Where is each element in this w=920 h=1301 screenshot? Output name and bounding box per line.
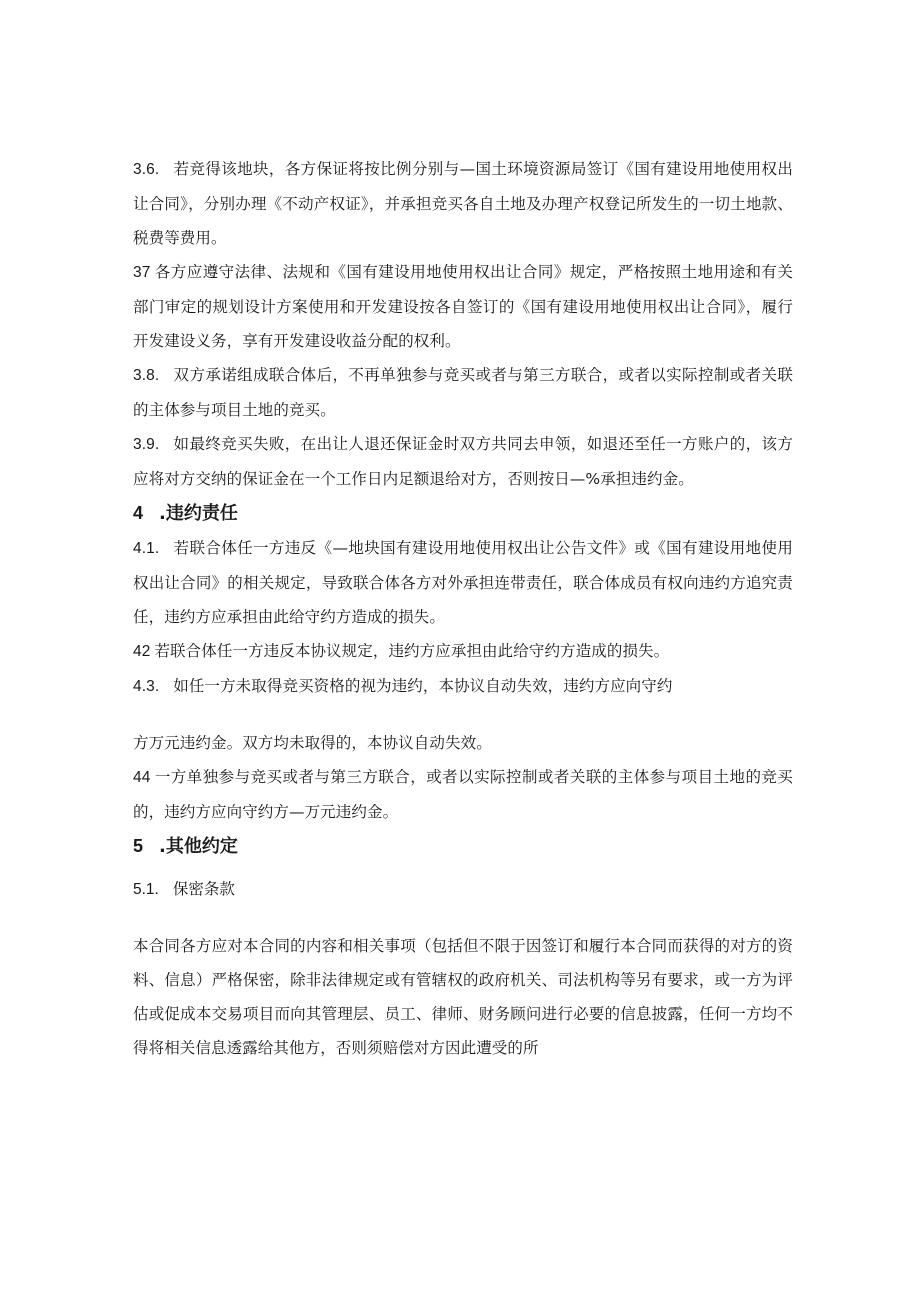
clause-3-9 xyxy=(133,427,793,496)
clause-3-7 xyxy=(133,255,793,358)
clause-4-4 xyxy=(133,760,793,829)
clause-5-1-body xyxy=(133,929,793,1065)
clause-text: 若联合体任一方违反本协议规定，违约方应承担由此给守约方造成的损失。 xyxy=(154,642,670,660)
clause-text: 如任一方未取得竞买资格的视为违约，本协议自动失效，违约方应向守约 xyxy=(173,677,673,695)
clause-text: 方万元违约金。双方均未取得的，本协议自动失效。 xyxy=(133,734,492,752)
spacer xyxy=(133,704,793,726)
section-heading-5 xyxy=(133,829,793,864)
clause-number: 4.3. xyxy=(133,678,160,695)
clause-text: 各方应遵守法律、法规和《国有建设用地使用权出让合同》规定，严格按照土地用途和有关部门审定的规划设计方案使用和开发建设按各自签订的《国有建设用地使用权出让合同》，履行开发建设义务，享有开发建设收益分配的权利。 xyxy=(133,263,793,350)
clause-number: 42 xyxy=(133,643,151,660)
clause-number: 3.8. xyxy=(133,367,160,384)
clause-number: 44 xyxy=(133,769,151,786)
clause-text: 若联合体任一方违反《—地块国有建设用地使用权出让公告文件》或《国有建设用地使用权出让合同》的相关规定，导致联合体各方对外承担连带责任，联合体成员有权向违约方追究责任，违约方应承担由此给守约方造成的损失。 xyxy=(133,539,793,626)
section-number: 5 xyxy=(133,836,144,856)
clause-number: 3.6. xyxy=(133,161,160,178)
section-title: .其他约定 xyxy=(159,836,238,857)
clause-text: 本合同各方应对本合同的内容和相关事项（包括但不限于因签订和履行本合同而获得的对方的资料、信息）严格保密，除非法律规定或有管辖权的政府机关、司法机构等另有要求，或一方为评估或促成本交易项目而向其管理层、员工、律师、财务顾问进行必要的信息披露，任何一方均不得将相关信息透露给其他方，否则须赔偿对方因此遭受的所 xyxy=(133,937,793,1057)
clause-3-8 xyxy=(133,358,793,427)
section-number: 4 xyxy=(133,503,144,523)
clause-text: 双方承诺组成联合体后，不再单独参与竞买或者与第三方联合，或者以实际控制或者关联的主体参与项目土地的竞买。 xyxy=(133,366,793,419)
document-body xyxy=(133,152,793,1065)
clause-4-3-continued xyxy=(133,726,793,760)
clause-3-6 xyxy=(133,152,793,255)
clause-4-3 xyxy=(133,669,793,704)
clause-4-2 xyxy=(133,634,793,669)
clause-text: 一方单独参与竞买或者与第三方联合，或者以实际控制或者关联的主体参与项目土地的竞买的，违约方应向守约方—万元违约金。 xyxy=(133,768,793,821)
spacer xyxy=(133,907,793,929)
clause-number: 3.9. xyxy=(133,436,160,453)
clause-text: 如最终竞买失败，在出让人退还保证金时双方共同去申领，如退还至任一方账户的，该方应将对方交纳的保证金在一个工作日内足额退给对方，否则按日—%承担违约金。 xyxy=(133,435,793,488)
clause-5-1-heading xyxy=(133,872,793,907)
clause-number: 5.1. xyxy=(133,881,159,898)
section-title: .违约责任 xyxy=(159,503,238,524)
spacer xyxy=(133,864,793,872)
clause-number: 4.1. xyxy=(133,540,160,557)
clause-number: 37 xyxy=(133,264,151,281)
clause-title: 保密条款 xyxy=(172,880,235,898)
clause-text: 若竞得该地块，各方保证将按比例分别与—国土环境资源局签订《国有建设用地使用权出让合同》，分别办理《不动产权证》，并承担竞买各自土地及办理产权登记所发生的一切土地款、税费等费用。 xyxy=(133,160,793,247)
clause-4-1 xyxy=(133,531,793,634)
section-heading-4 xyxy=(133,496,793,531)
